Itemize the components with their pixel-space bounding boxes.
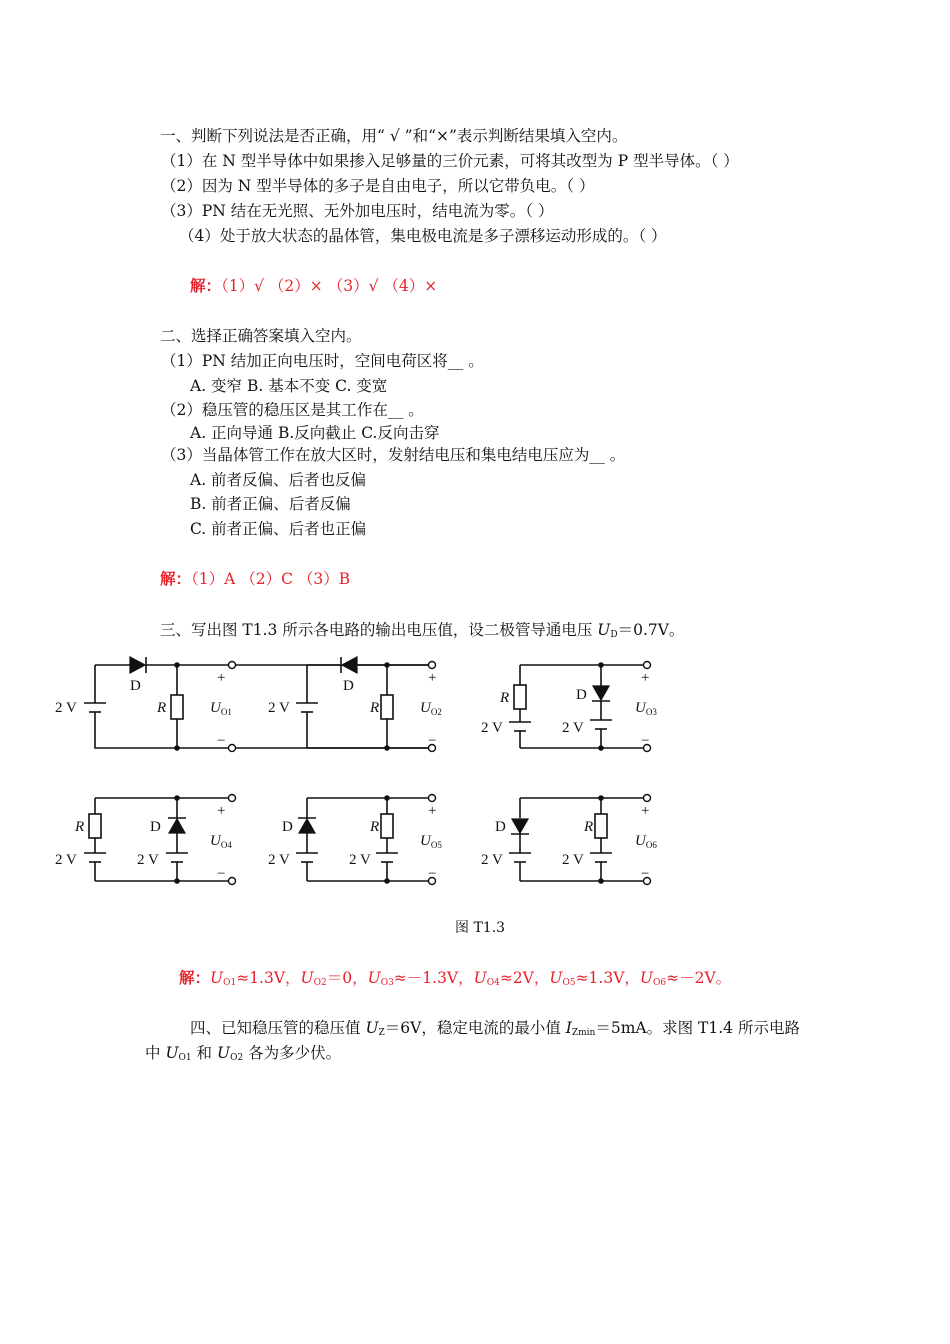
- minus-sign: −: [641, 733, 650, 749]
- battery-label-left: 2 V: [268, 852, 290, 868]
- resistor-label: R: [500, 690, 510, 706]
- resistor-symbol: [381, 814, 393, 838]
- plus-sign: +: [428, 803, 437, 819]
- battery-label-left: 2 V: [481, 852, 503, 868]
- minus-sign: −: [217, 866, 226, 882]
- plus-sign: +: [641, 803, 650, 819]
- diode-label: D: [150, 819, 161, 835]
- battery-label-left: 2 V: [55, 852, 77, 868]
- q2-sub2-options: A. 正向导通 B.反向截止 C.反向击穿: [190, 424, 440, 442]
- diode-label: D: [130, 678, 141, 694]
- battery-label-right: 2 V: [137, 852, 159, 868]
- q2-sub3: （3）当晶体管工作在放大区时，发射结电压和集电结电压应为__ 。: [161, 446, 626, 464]
- output-label-o1: $U_{O1}$: [210, 700, 232, 717]
- output-label-o6: $U_{O6}$: [635, 833, 657, 850]
- output-terminal-plus: [229, 662, 236, 669]
- resistor-symbol: [514, 685, 526, 709]
- q2-sub3-option-b: B. 前者正偏、后者反偏: [190, 495, 351, 513]
- diode-label: D: [343, 678, 354, 694]
- q1-item-1: （1）在 N 型半导体中如果掺入足够量的三价元素，可将其改型为 P 型半导体。（ ）: [161, 152, 739, 170]
- zener-diode-symbol: [593, 686, 609, 700]
- q1-answer-label: 解：: [190, 276, 222, 295]
- q3-answer-label: 解：: [179, 968, 211, 987]
- diode-symbol: [299, 819, 315, 833]
- q2-answer: [160, 569, 350, 589]
- q1-item-4: （4）处于放大状态的晶体管，集电极电流是多子漂移运动形成的。（ ）: [179, 227, 667, 245]
- minus-sign: −: [641, 866, 650, 882]
- battery-label-right: 2 V: [562, 720, 584, 736]
- q2-sub2: （2）稳压管的稳压区是其工作在__ 。: [161, 401, 424, 419]
- q1-item-3: （3）PN 结在无光照、无外加电压时，结电流为零。（ ）: [161, 202, 554, 220]
- q3-answer: 解：$U_{O1}\approx 1.3V$，$U_{O2}=0$，$U_{O3}\approx-1.3V$，$U_{O4}\approx 2V$，$U_{O5}\approx 1.3V$，$U_{O6}\approx-2V$。: [179, 968, 732, 988]
- q2-sub1: （1）PN 结加正向电压时，空间电荷区将__ 。: [161, 352, 484, 370]
- output-terminal-minus: [229, 745, 236, 752]
- diode-label: D: [495, 819, 506, 835]
- output-label-o2: $U_{O2}$: [420, 700, 442, 717]
- plus-sign: +: [641, 670, 650, 686]
- battery-label-right: 2 V: [562, 852, 584, 868]
- q4-line-2: 中 $U_{O1}$ 和 $U_{O2}$ 各为多少伏。: [145, 1044, 342, 1063]
- output-terminal-plus: [429, 662, 436, 669]
- circuit-5: [268, 795, 442, 885]
- output-terminal-plus: [644, 795, 651, 802]
- resistor-label: R: [370, 700, 380, 716]
- battery-label-right: 2 V: [349, 852, 371, 868]
- output-label-o4: $U_{O4}$: [210, 833, 232, 850]
- figure-caption: 图 T1.3: [455, 920, 506, 936]
- minus-sign: −: [428, 733, 437, 749]
- circuit-3: [481, 662, 657, 752]
- resistor-symbol: [595, 814, 607, 838]
- q2-answer-label: 解：: [160, 569, 192, 588]
- diode-symbol: [130, 657, 145, 673]
- resistor-label: R: [75, 819, 85, 835]
- output-terminal-plus: [429, 795, 436, 802]
- q3-title-prefix: 三、写出图 T1.3 所示各电路的输出电压值，设二极管导通电压: [160, 621, 598, 639]
- output-terminal-minus: [229, 878, 236, 885]
- circuit-4: [55, 795, 236, 885]
- battery-label: 2 V: [55, 700, 77, 716]
- q2-answer-text: （1）A （2）C （3）B: [191, 570, 351, 588]
- resistor-symbol: [381, 695, 393, 719]
- circuit-6: [481, 795, 657, 885]
- battery-label-left: 2 V: [481, 720, 503, 736]
- q2-sub1-options: A. 变窄 B. 基本不变 C. 变宽: [190, 377, 388, 395]
- output-label-o5: $U_{O5}$: [420, 833, 442, 850]
- plus-sign: +: [428, 670, 437, 686]
- battery-label: 2 V: [268, 700, 290, 716]
- zener-diode-symbol: [169, 819, 185, 833]
- resistor-symbol: [89, 814, 101, 838]
- circuit-figure-t1-3: [0, 640, 950, 900]
- diode-symbol: [512, 819, 528, 833]
- q3-title-suffix: ＝0.7V。: [617, 621, 685, 639]
- q2-sub3-option-c: C. 前者正偏、后者也正偏: [190, 520, 367, 538]
- output-terminal-plus: [644, 662, 651, 669]
- q3-title-var: U: [597, 621, 611, 639]
- circuit-2: [268, 657, 442, 752]
- plus-sign: +: [217, 803, 226, 819]
- plus-sign: +: [217, 670, 226, 686]
- q1-title: 一、判断下列说法是否正确，用“ √ ”和“×”表示判断结果填入空内。: [160, 127, 628, 145]
- q1-item-2: （2）因为 N 型半导体的多子是自由电子，所以它带负电。（ ）: [161, 177, 595, 195]
- output-terminal-plus: [229, 795, 236, 802]
- q2-sub3-option-a: A. 前者反偏、后者也反偏: [190, 471, 367, 489]
- diode-label: D: [282, 819, 293, 835]
- diode-symbol: [342, 657, 357, 673]
- minus-sign: −: [217, 733, 226, 749]
- minus-sign: −: [428, 866, 437, 882]
- q4-line-1: 四、已知稳压管的稳压值 $U_Z=6V$，稳定电流的最小值 $I_{Zmin}=5mA$。求图 T1.4 所示电路: [190, 1019, 800, 1038]
- output-label-o3: $U_{O3}$: [635, 700, 657, 717]
- resistor-label: R: [584, 819, 594, 835]
- resistor-label: R: [370, 819, 380, 835]
- q1-answer: [190, 276, 437, 296]
- q1-answer-text: （1）√ （2）× （3）√ （4）×: [221, 277, 438, 295]
- resistor-label: R: [157, 700, 167, 716]
- q3-title-sub: D: [610, 630, 618, 640]
- resistor-symbol: [171, 695, 183, 719]
- diode-label: D: [576, 687, 587, 703]
- q2-title: 二、选择正确答案填入空内。: [160, 327, 362, 345]
